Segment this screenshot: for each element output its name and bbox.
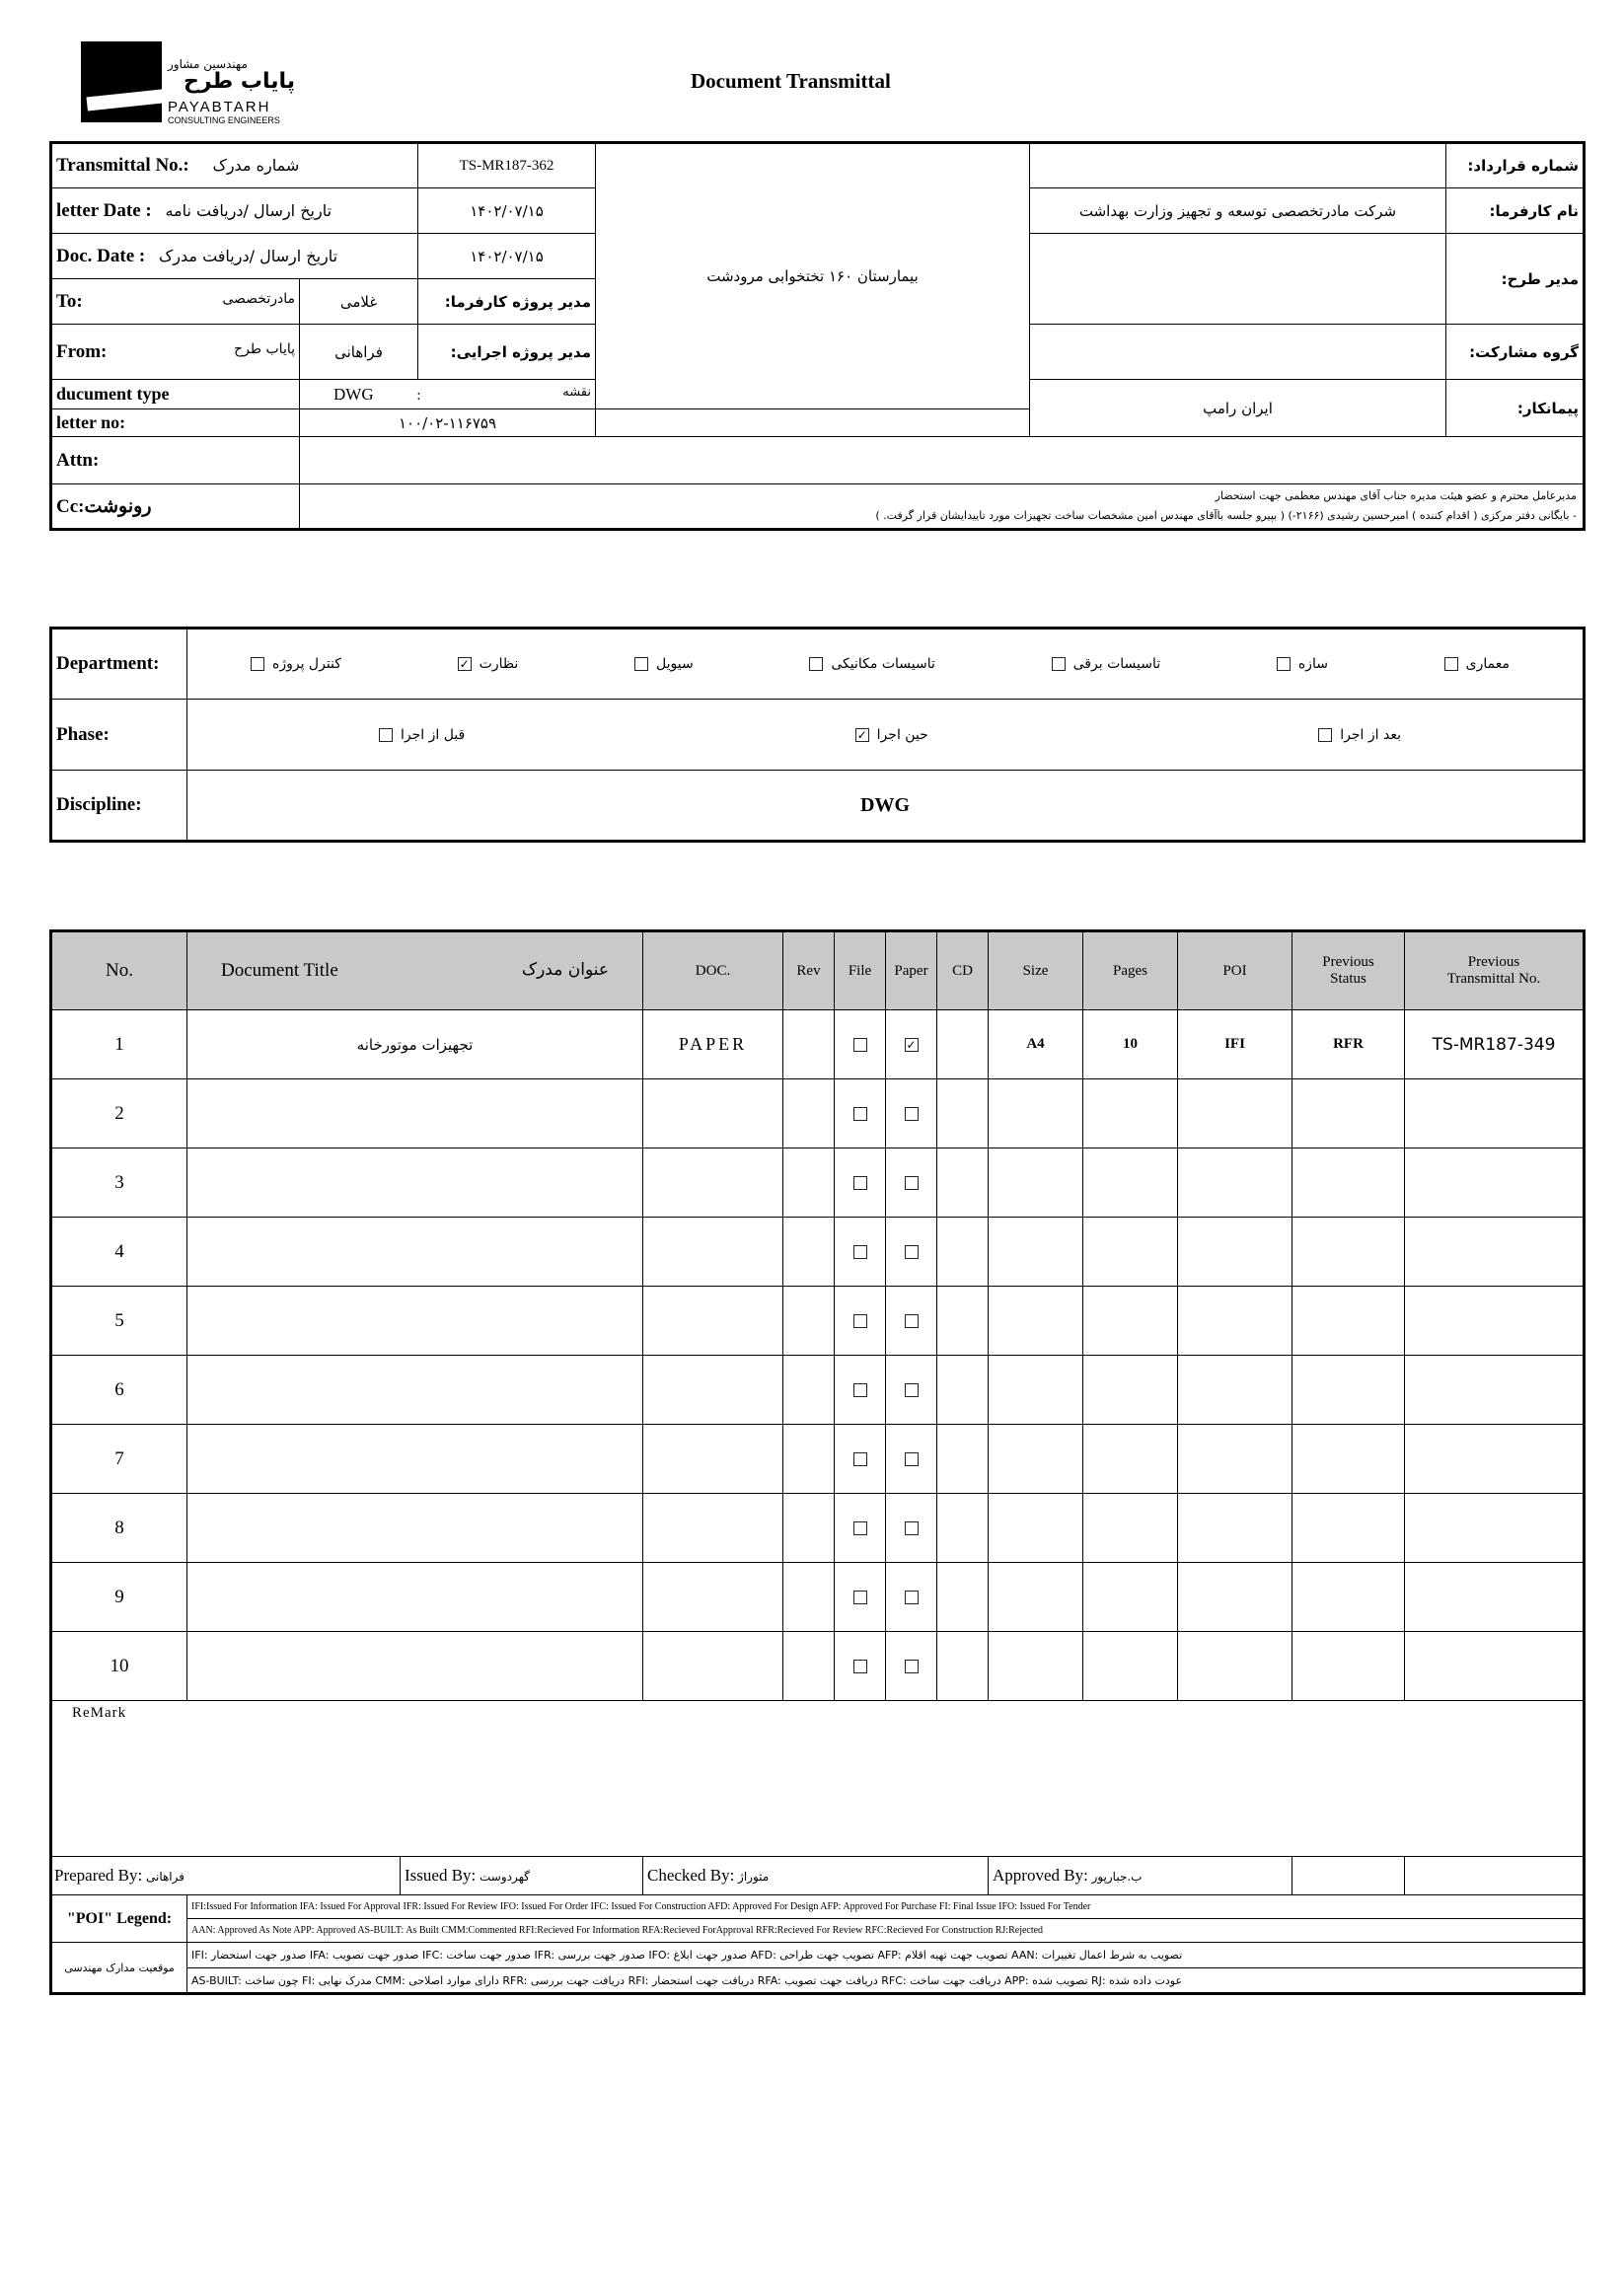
row-size bbox=[989, 1148, 1083, 1218]
row-pages bbox=[1083, 1287, 1178, 1356]
table-row bbox=[51, 1425, 1585, 1494]
row-prev-transmittal bbox=[1405, 1356, 1585, 1425]
logo-text-en: PAYABTARH bbox=[168, 99, 271, 115]
row-paper bbox=[886, 1218, 937, 1287]
employer-label: نام کارفرما: bbox=[1446, 188, 1585, 234]
table-row bbox=[51, 1287, 1585, 1356]
department-options bbox=[187, 629, 1585, 700]
col-no: No. bbox=[51, 931, 187, 1010]
col-poi: POI bbox=[1178, 931, 1292, 1010]
department-option[interactable] bbox=[634, 656, 694, 672]
transmittal-label: Transmittal No.: شماره مدرک bbox=[51, 143, 418, 188]
contractor-label: پیمانکار: bbox=[1446, 380, 1585, 437]
paper-checkbox[interactable] bbox=[905, 1521, 919, 1535]
phase-option-label: حین اجرا bbox=[876, 726, 928, 743]
department-option[interactable] bbox=[458, 656, 519, 672]
col-pages: Pages bbox=[1083, 931, 1178, 1010]
row-title bbox=[187, 1494, 643, 1563]
file-checkbox[interactable] bbox=[853, 1591, 867, 1604]
row-paper bbox=[886, 1148, 937, 1218]
row-no: 9 bbox=[51, 1563, 187, 1632]
row-no: 8 bbox=[51, 1494, 187, 1563]
discipline-label: Discipline: bbox=[51, 771, 187, 842]
department-option-label: تاسیسات مکانیکی bbox=[831, 656, 935, 672]
paper-checkbox[interactable] bbox=[905, 1591, 919, 1604]
row-paper bbox=[886, 1425, 937, 1494]
department-checkbox[interactable] bbox=[1052, 657, 1066, 671]
department-option[interactable] bbox=[809, 656, 935, 672]
row-doc bbox=[643, 1079, 783, 1148]
legend-line-1: IFI:Issued For Information IFA: Issued For Approval IFR: Issued For Review IFO: Issued For Order IFC: Issued For Construction AFD: Approved For Design AFP: Approved For Purchase FI: Final Issue IFO: Issued For Tender bbox=[187, 1895, 1585, 1919]
file-checkbox[interactable] bbox=[853, 1176, 867, 1190]
row-file bbox=[835, 1425, 886, 1494]
employer-value: شرکت مادرتخصصی توسعه و تجهیز وزارت بهداشت bbox=[1030, 188, 1446, 234]
contractor-value: ایران رامپ bbox=[1030, 380, 1446, 437]
row-no: 7 bbox=[51, 1425, 187, 1494]
row-title bbox=[187, 1632, 643, 1701]
department-checkbox[interactable] bbox=[809, 657, 823, 671]
cc-label: Cc:رونوشت bbox=[51, 484, 300, 530]
row-pages bbox=[1083, 1494, 1178, 1563]
phase-label: Phase: bbox=[51, 700, 187, 771]
row-prev-status bbox=[1292, 1563, 1405, 1632]
partner-value bbox=[1030, 325, 1446, 380]
row-prev-status bbox=[1292, 1356, 1405, 1425]
row-title bbox=[187, 1287, 643, 1356]
row-doc bbox=[643, 1494, 783, 1563]
col-size: Size bbox=[989, 931, 1083, 1010]
row-cd bbox=[937, 1079, 989, 1148]
from-role: مدیر پروژه اجرایی: bbox=[418, 325, 596, 380]
contract-label: شماره قرارداد: bbox=[1446, 143, 1585, 188]
row-pages bbox=[1083, 1632, 1178, 1701]
phase-checkbox[interactable]: ✓ bbox=[856, 727, 867, 742]
documents-table bbox=[49, 929, 1586, 1995]
col-cd: CD bbox=[937, 931, 989, 1010]
row-pages bbox=[1083, 1148, 1178, 1218]
row-rev bbox=[783, 1218, 835, 1287]
row-doc bbox=[643, 1356, 783, 1425]
col-file: File bbox=[835, 931, 886, 1010]
phase-option-label: قبل از اجرا bbox=[401, 726, 466, 743]
file-checkbox[interactable] bbox=[853, 1107, 867, 1121]
row-prev-transmittal bbox=[1405, 1148, 1585, 1218]
paper-checkbox[interactable] bbox=[905, 1314, 919, 1328]
cc-line-1: مدیرعامل محترم و عضو هیئت مدیره جناب آقای مهندس معظمی جهت استحضار bbox=[1215, 489, 1577, 502]
header-table bbox=[49, 141, 1586, 531]
department-option[interactable] bbox=[1052, 656, 1160, 672]
checked-by: Checked By: مثوراژ bbox=[643, 1857, 989, 1895]
phase-option[interactable] bbox=[855, 727, 928, 743]
row-title bbox=[187, 1148, 643, 1218]
row-no: 4 bbox=[51, 1218, 187, 1287]
department-option-label: سیویل bbox=[655, 656, 694, 672]
phase-options bbox=[187, 700, 1585, 771]
row-poi bbox=[1178, 1563, 1292, 1632]
file-checkbox[interactable] bbox=[853, 1245, 867, 1259]
documents-header bbox=[51, 931, 1585, 1010]
row-rev bbox=[783, 1356, 835, 1425]
legend-fa-line-2: AS-BUILT: چون ساخت FI: مدرک نهایی CMM: دارای موارد اصلاحی RFR: دریافت جهت بررسی RFI: دریافت جهت استحضار RFA: دریافت جهت تصویب RFC: دریافت جهت ساخت APP: تصویب شده RJ: عودت داده شده bbox=[187, 1968, 1585, 1994]
pm-value bbox=[1030, 234, 1446, 325]
from-person: فراهانی bbox=[300, 325, 418, 380]
row-rev bbox=[783, 1425, 835, 1494]
attn-value bbox=[300, 437, 1585, 484]
col-paper: Paper bbox=[886, 931, 937, 1010]
paper-checkbox[interactable] bbox=[905, 1176, 919, 1190]
discipline-value: DWG bbox=[187, 771, 1585, 842]
department-checkbox[interactable] bbox=[251, 657, 264, 671]
row-no: 6 bbox=[51, 1356, 187, 1425]
row-paper bbox=[886, 1010, 937, 1079]
department-option-label: نظارت bbox=[479, 656, 519, 672]
letter-no-label: letter no: bbox=[51, 409, 300, 437]
row-title bbox=[187, 1356, 643, 1425]
document-title: Document Transmittal bbox=[691, 69, 891, 93]
row-prev-status bbox=[1292, 1425, 1405, 1494]
project-name: بیمارستان ۱۶۰ تختخوابی مرودشت bbox=[596, 143, 1030, 409]
company-logo bbox=[81, 41, 162, 122]
department-checkbox[interactable]: ✓ bbox=[459, 657, 470, 671]
row-no: 3 bbox=[51, 1148, 187, 1218]
legend-line-2: AAN: Approved As Note APP: Approved AS-BUILT: As Built CMM:Commented RFI:Recieved For Information RFA:Recieved ForApproval RFR:Recieved For Review RFC:Recieved For Construction RJ:Rejected bbox=[187, 1919, 1585, 1943]
row-size bbox=[989, 1494, 1083, 1563]
logo-text-sub: CONSULTING ENGINEERS bbox=[168, 115, 280, 125]
row-rev bbox=[783, 1010, 835, 1079]
table-row bbox=[51, 1356, 1585, 1425]
row-doc bbox=[643, 1425, 783, 1494]
col-doc: DOC. bbox=[643, 931, 783, 1010]
classification-table bbox=[49, 627, 1586, 843]
letter-date-label: letter Date : تاریخ ارسال /دریافت نامه bbox=[51, 188, 418, 234]
row-no: 10 bbox=[51, 1632, 187, 1701]
row-doc bbox=[643, 1632, 783, 1701]
legend-label: "POI" Legend: bbox=[51, 1895, 187, 1943]
row-poi bbox=[1178, 1425, 1292, 1494]
row-cd bbox=[937, 1218, 989, 1287]
row-file bbox=[835, 1010, 886, 1079]
row-no: 2 bbox=[51, 1079, 187, 1148]
department-option-label: تاسیسات برقی bbox=[1072, 656, 1161, 672]
row-paper bbox=[886, 1494, 937, 1563]
row-rev bbox=[783, 1287, 835, 1356]
row-paper bbox=[886, 1079, 937, 1148]
department-option-label: سازه bbox=[1297, 656, 1328, 672]
row-cd bbox=[937, 1425, 989, 1494]
cc-line-2: - بایگانی دفتر مرکزی ( اقدام کننده ) امیرحسین رشیدی (۲۱۶۶-) ( بپیرو جلسه باآقای مهندس امین مشخصات ساخت تجهیزات مورد تاییدایشان قرار گرفت. ) bbox=[875, 509, 1577, 522]
legend-fa-line-1: IFI: صدور جهت استحضار IFA: صدور جهت تصویب IFC: صدور جهت ساخت IFR: صدور جهت بررسی IFO: صدور جهت ابلاغ AFD: تصویب جهت طراحی AFP: تصویب جهت تهیه اقلام AAN: تصویب به شرط اعمال تغییرات bbox=[187, 1943, 1585, 1968]
row-cd bbox=[937, 1632, 989, 1701]
table-row bbox=[51, 1494, 1585, 1563]
department-label: Department: bbox=[51, 629, 187, 700]
row-file bbox=[835, 1356, 886, 1425]
row-paper bbox=[886, 1563, 937, 1632]
paper-checkbox[interactable] bbox=[905, 1107, 919, 1121]
table-row bbox=[51, 1010, 1585, 1079]
row-cd bbox=[937, 1287, 989, 1356]
table-row bbox=[51, 1218, 1585, 1287]
row-doc bbox=[643, 1563, 783, 1632]
row-size: A4 bbox=[989, 1010, 1083, 1079]
row-file bbox=[835, 1079, 886, 1148]
row-file bbox=[835, 1563, 886, 1632]
row-poi bbox=[1178, 1632, 1292, 1701]
department-option-label: معماری bbox=[1465, 656, 1510, 672]
row-cd bbox=[937, 1148, 989, 1218]
row-prev-status bbox=[1292, 1148, 1405, 1218]
file-checkbox[interactable] bbox=[853, 1452, 867, 1466]
row-rev bbox=[783, 1148, 835, 1218]
row-file bbox=[835, 1632, 886, 1701]
file-checkbox[interactable] bbox=[853, 1383, 867, 1397]
paper-checkbox[interactable] bbox=[905, 1245, 919, 1259]
paper-checkbox[interactable] bbox=[905, 1383, 919, 1397]
prepared-by: Prepared By: فراهانی Issued By: گهردوست bbox=[51, 1857, 643, 1895]
row-size bbox=[989, 1287, 1083, 1356]
logo-text-fa: پایاب طرح bbox=[184, 69, 296, 94]
row-rev bbox=[783, 1632, 835, 1701]
phase-option[interactable] bbox=[379, 727, 465, 743]
row-cd bbox=[937, 1356, 989, 1425]
col-title: Document Title عنوان مدرک bbox=[187, 931, 643, 1010]
row-poi: IFI bbox=[1178, 1010, 1292, 1079]
doctype-label: ducument type bbox=[51, 380, 300, 409]
row-prev-status bbox=[1292, 1287, 1405, 1356]
cc-value bbox=[300, 484, 1585, 530]
signatures-row bbox=[51, 1857, 1585, 1895]
department-option-label: کنترل پروژه bbox=[272, 656, 341, 672]
phase-checkbox[interactable] bbox=[1318, 728, 1332, 742]
doc-date-value: ۱۴۰۲/۰۷/۱۵ bbox=[418, 234, 596, 279]
phase-checkbox[interactable] bbox=[379, 728, 393, 742]
row-rev bbox=[783, 1494, 835, 1563]
row-title bbox=[187, 1079, 643, 1148]
row-prev-status bbox=[1292, 1632, 1405, 1701]
row-pages: 10 bbox=[1083, 1010, 1178, 1079]
row-poi bbox=[1178, 1218, 1292, 1287]
row-pages bbox=[1083, 1425, 1178, 1494]
department-checkbox[interactable] bbox=[1444, 657, 1458, 671]
row-size bbox=[989, 1079, 1083, 1148]
row-doc bbox=[643, 1287, 783, 1356]
paper-checkbox[interactable] bbox=[905, 1660, 919, 1673]
row-paper bbox=[886, 1356, 937, 1425]
table-row bbox=[51, 1563, 1585, 1632]
doc-date-label: Doc. Date : تاریخ ارسال /دریافت مدرک bbox=[51, 234, 418, 279]
file-checkbox[interactable] bbox=[853, 1314, 867, 1328]
row-doc bbox=[643, 1148, 783, 1218]
row-poi bbox=[1178, 1287, 1292, 1356]
row-prev-transmittal bbox=[1405, 1563, 1585, 1632]
row-prev-transmittal bbox=[1405, 1632, 1585, 1701]
row-file bbox=[835, 1287, 886, 1356]
row-cd bbox=[937, 1494, 989, 1563]
table-row bbox=[51, 1079, 1585, 1148]
row-title bbox=[187, 1425, 643, 1494]
row-prev-transmittal bbox=[1405, 1425, 1585, 1494]
row-prev-status bbox=[1292, 1079, 1405, 1148]
row-size bbox=[989, 1632, 1083, 1701]
row-pages bbox=[1083, 1356, 1178, 1425]
table-row bbox=[51, 1632, 1585, 1701]
row-paper bbox=[886, 1632, 937, 1701]
col-prev-transmittal: Previous Transmittal No. bbox=[1405, 931, 1585, 1010]
row-prev-status: RFR bbox=[1292, 1010, 1405, 1079]
pm-label: مدیر طرح: bbox=[1446, 234, 1585, 325]
row-paper bbox=[886, 1287, 937, 1356]
row-poi bbox=[1178, 1356, 1292, 1425]
to-cell: To: مادرتخصصی bbox=[51, 279, 300, 325]
row-size bbox=[989, 1218, 1083, 1287]
from-cell: From: پایاب طرح bbox=[51, 325, 300, 380]
row-poi bbox=[1178, 1494, 1292, 1563]
remark-box: ReMark bbox=[51, 1701, 1585, 1857]
row-file bbox=[835, 1494, 886, 1563]
row-pages bbox=[1083, 1563, 1178, 1632]
row-title bbox=[187, 1563, 643, 1632]
department-checkbox[interactable] bbox=[1277, 657, 1291, 671]
row-size bbox=[989, 1356, 1083, 1425]
transmittal-value: TS-MR187-362 bbox=[418, 143, 596, 188]
file-checkbox[interactable] bbox=[853, 1521, 867, 1535]
row-file bbox=[835, 1218, 886, 1287]
row-rev bbox=[783, 1079, 835, 1148]
row-prev-transmittal bbox=[1405, 1079, 1585, 1148]
row-prev-transmittal: TS-MR187-349 bbox=[1405, 1010, 1585, 1079]
department-checkbox[interactable] bbox=[634, 657, 648, 671]
row-rev bbox=[783, 1563, 835, 1632]
row-pages bbox=[1083, 1079, 1178, 1148]
row-prev-transmittal bbox=[1405, 1494, 1585, 1563]
row-no: 1 bbox=[51, 1010, 187, 1079]
row-doc bbox=[643, 1218, 783, 1287]
letter-no-value: ۱۰۰/۰۲-۱۱۶۷۵۹ bbox=[300, 409, 596, 437]
partner-label: گروه مشارکت: bbox=[1446, 325, 1585, 380]
col-prev-status: Previous Status bbox=[1292, 931, 1405, 1010]
doctype-cell: DWG : نقشه bbox=[300, 380, 596, 409]
letter-date-value: ۱۴۰۲/۰۷/۱۵ bbox=[418, 188, 596, 234]
row-title: تجهیزات موتورخانه bbox=[187, 1010, 643, 1079]
department-option[interactable] bbox=[1444, 656, 1510, 672]
row-doc: PAPER bbox=[643, 1010, 783, 1079]
to-role: مدیر پروژه کارفرما: bbox=[418, 279, 596, 325]
row-cd bbox=[937, 1563, 989, 1632]
attn-label: Attn: bbox=[51, 437, 300, 484]
file-checkbox[interactable] bbox=[853, 1660, 867, 1673]
contract-value bbox=[1030, 143, 1446, 188]
paper-checkbox[interactable] bbox=[905, 1452, 919, 1466]
department-option[interactable] bbox=[1277, 656, 1328, 672]
to-person: غلامی bbox=[300, 279, 418, 325]
logo-text-small: مهندسین مشاور bbox=[168, 57, 248, 71]
row-pages bbox=[1083, 1218, 1178, 1287]
row-poi bbox=[1178, 1079, 1292, 1148]
row-prev-transmittal bbox=[1405, 1218, 1585, 1287]
row-no: 5 bbox=[51, 1287, 187, 1356]
col-rev: Rev bbox=[783, 931, 835, 1010]
row-poi bbox=[1178, 1148, 1292, 1218]
table-row bbox=[51, 1148, 1585, 1218]
file-checkbox[interactable] bbox=[853, 1038, 867, 1052]
phase-option[interactable] bbox=[1318, 727, 1401, 743]
row-size bbox=[989, 1563, 1083, 1632]
row-file bbox=[835, 1148, 886, 1218]
row-prev-transmittal bbox=[1405, 1287, 1585, 1356]
legend-fa-label: موقعیت مدارک مهندسی bbox=[51, 1943, 187, 1994]
department-option[interactable] bbox=[251, 656, 341, 672]
row-size bbox=[989, 1425, 1083, 1494]
paper-checkbox[interactable]: ✓ bbox=[906, 1037, 917, 1052]
phase-option-label: بعد از اجرا bbox=[1340, 726, 1401, 743]
row-prev-status bbox=[1292, 1218, 1405, 1287]
approved-by: Approved By: ب.جبارپور bbox=[989, 1857, 1292, 1895]
row-prev-status bbox=[1292, 1494, 1405, 1563]
row-title bbox=[187, 1218, 643, 1287]
row-cd bbox=[937, 1010, 989, 1079]
